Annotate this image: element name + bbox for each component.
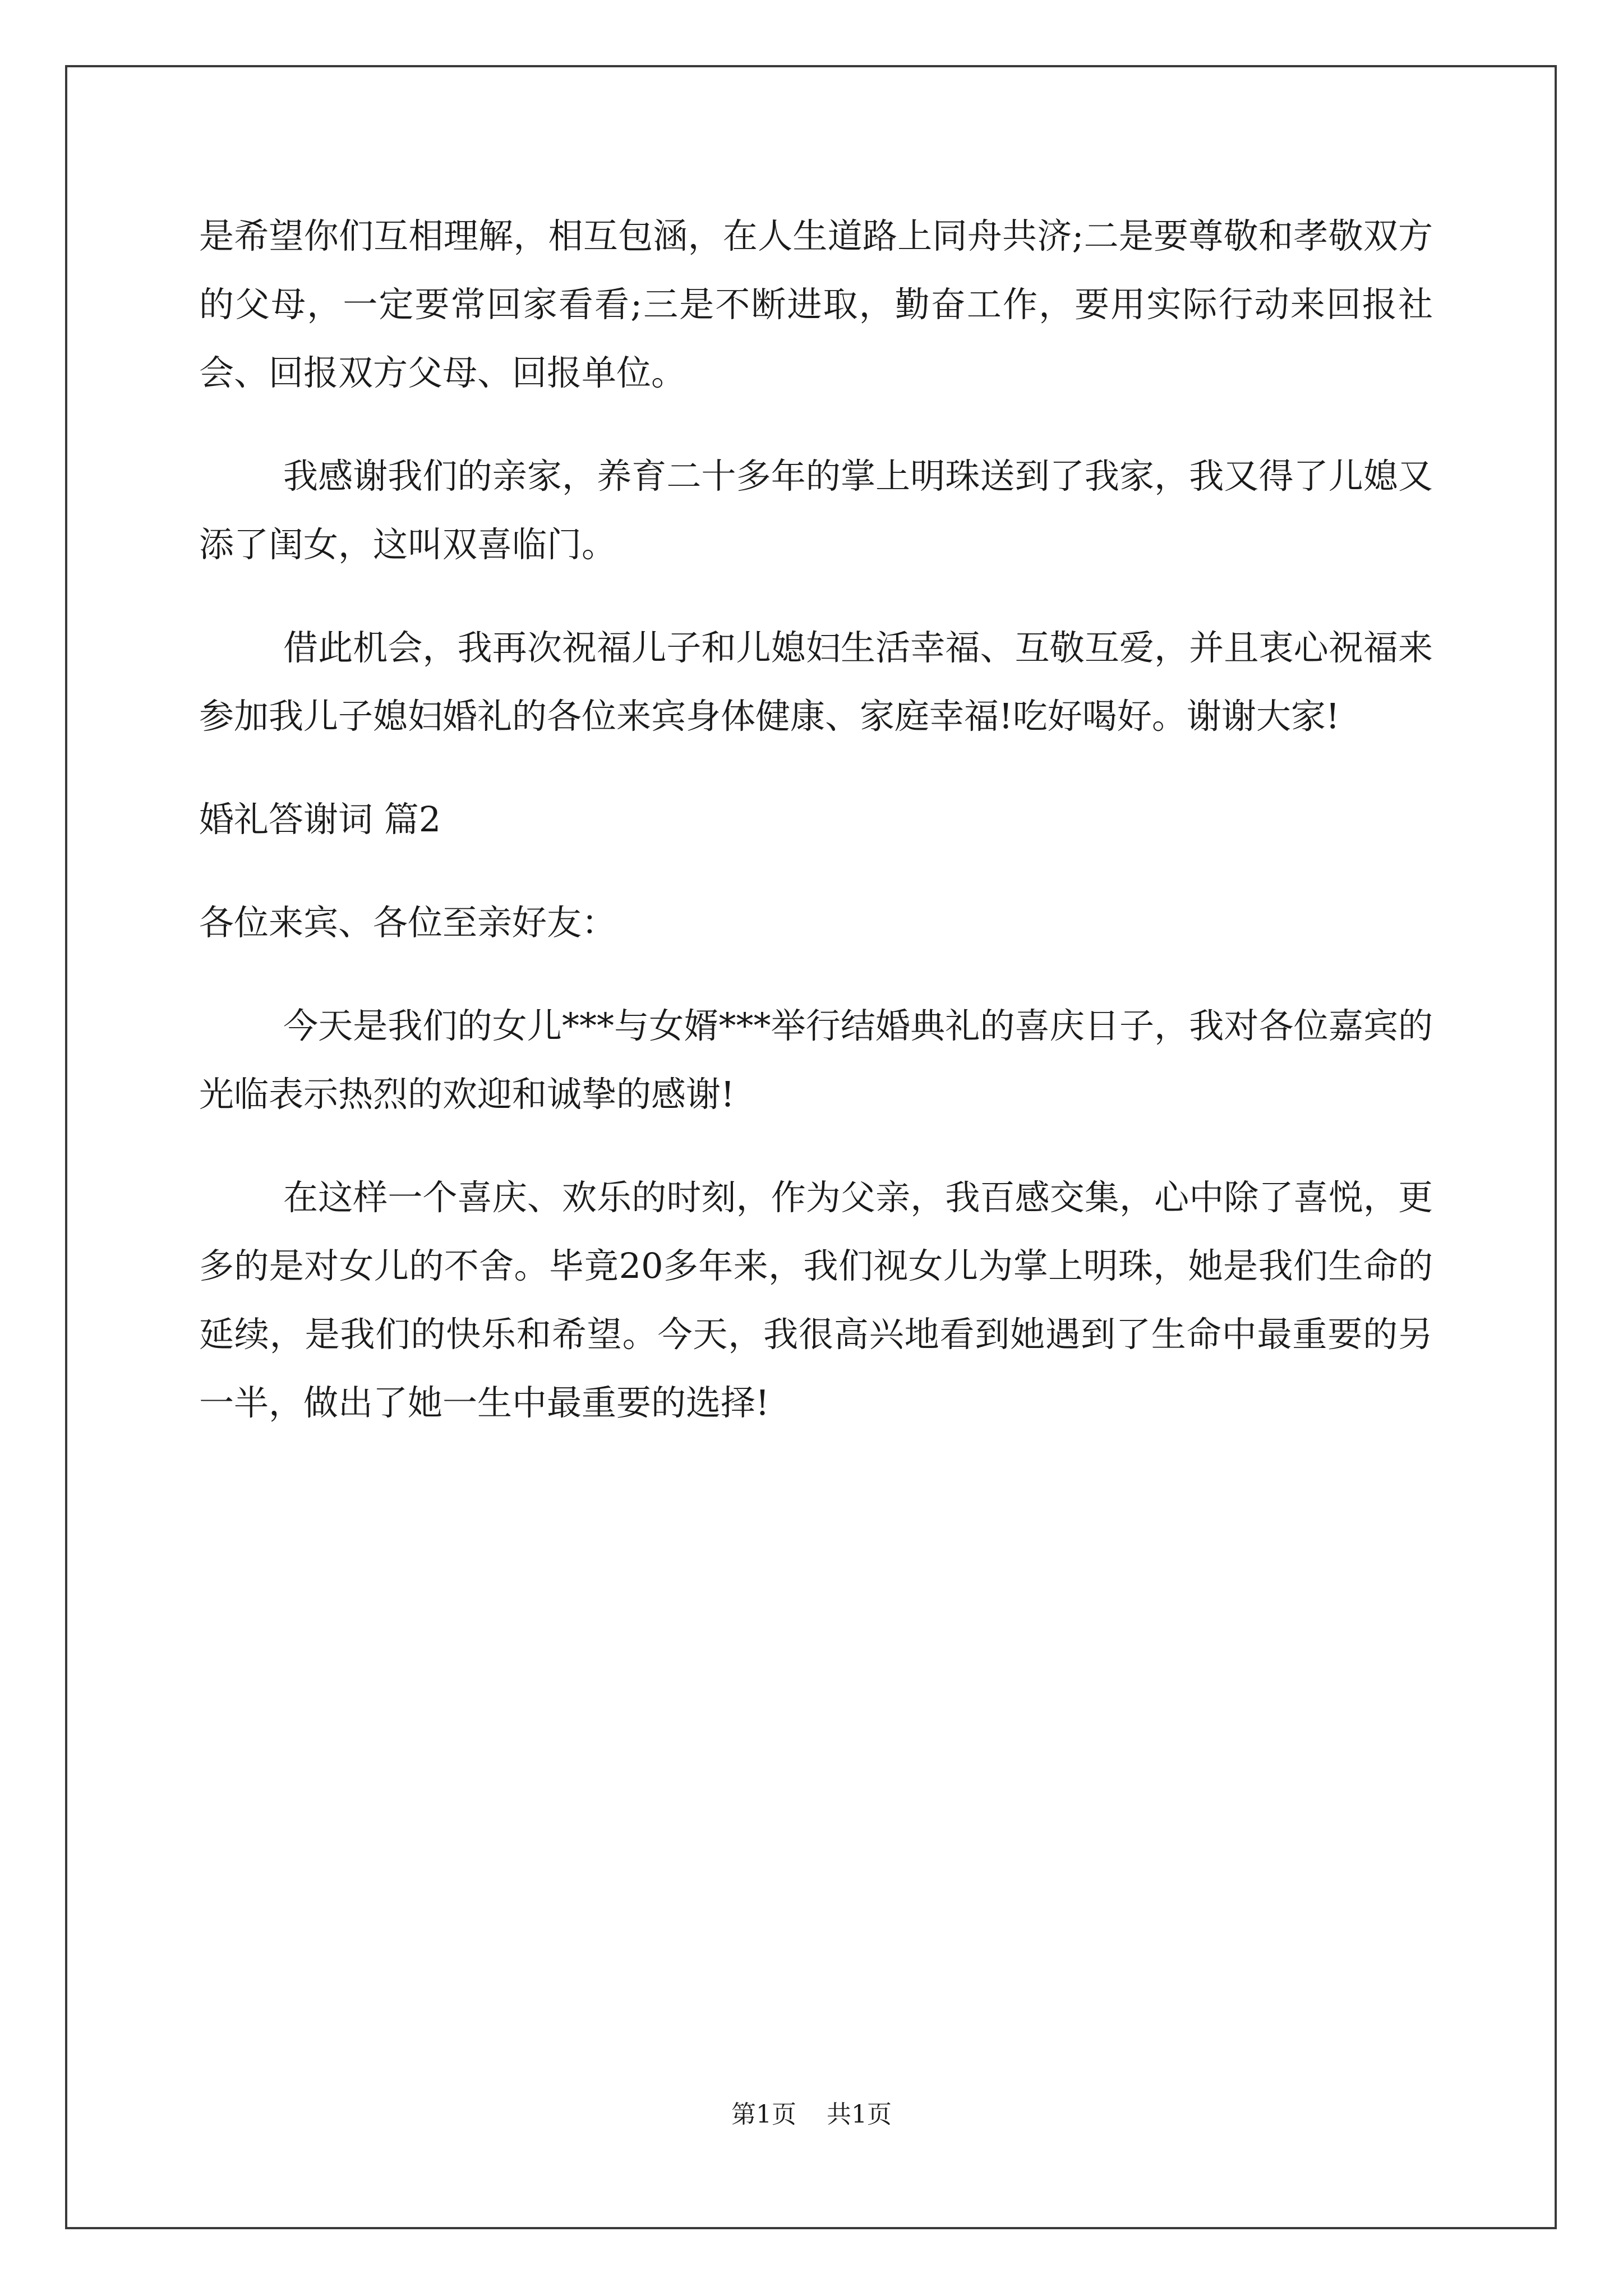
document-body	[199, 202, 1433, 1472]
page-number: 第1页	[731, 2100, 796, 2129]
salutation: 各位来宾、各位至亲好友：	[199, 902, 617, 943]
paragraph-continued: 是希望你们互相理解，相互包涵，在人生道路上同舟共济;二是要尊敬和孝敬双方的父母，一定要常回家看看;三是不断进取，勤奋工作，要用实际行动来回报社会、回报双方父母、回报单位。	[199, 215, 1433, 393]
section-heading: 婚礼答谢词 篇2	[199, 799, 441, 840]
page-total: 共1页	[827, 2100, 892, 2129]
paragraph-thanks-in-laws: 我感谢我们的亲家，养育二十多年的掌上明珠送到了我家，我又得了儿媳又添了闺女，这叫双喜临门。	[199, 455, 1433, 565]
paragraph-blessing: 借此机会，我再次祝福儿子和儿媳妇生活幸福、互敬互爱，并且衷心祝福来参加我儿子媳妇婚礼的各位来宾身体健康、家庭幸福!吃好喝好。谢谢大家!	[199, 627, 1433, 737]
page-footer	[0, 2098, 1623, 2132]
paragraph-father-feelings: 在这样一个喜庆、欢乐的时刻，作为父亲，我百感交集，心中除了喜悦，更多的是对女儿的不舍。毕竟20多年来，我们视女儿为掌上明珠，她是我们生命的延续，是我们的快乐和希望。今天，我很高兴地看到她遇到了生命中最重要的另一半，做出了她一生中最重要的选择!	[199, 1177, 1433, 1423]
paragraph-welcome: 今天是我们的女儿***与女婿***举行结婚典礼的喜庆日子，我对各位嘉宾的光临表示热烈的欢迎和诚挚的感谢!	[199, 1005, 1433, 1115]
